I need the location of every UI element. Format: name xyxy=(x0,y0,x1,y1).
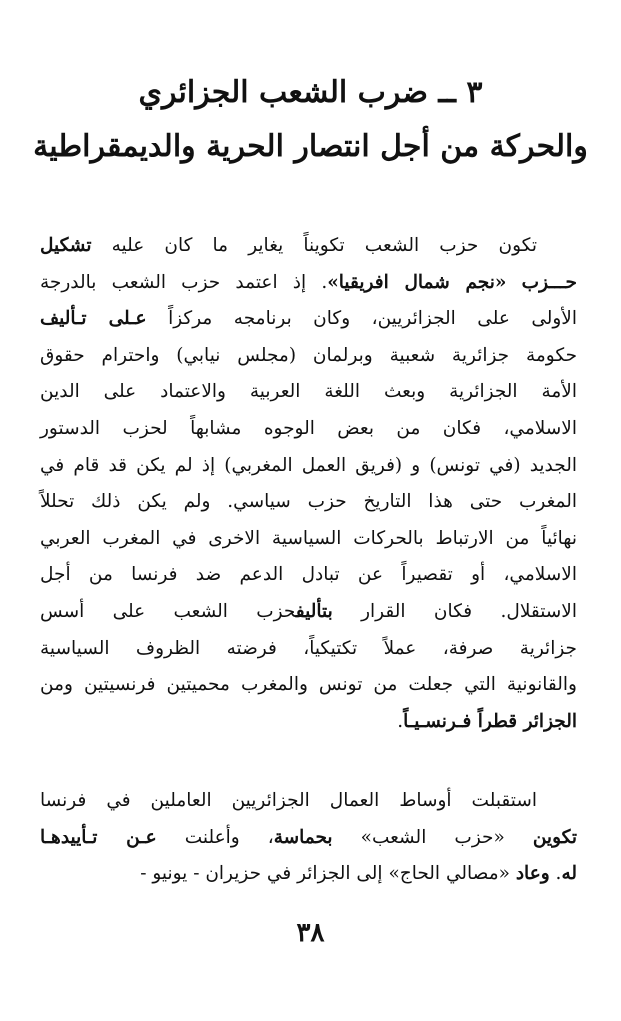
heading-line-2: والحركة من أجل انتصار الحرية والديمقراطية xyxy=(33,129,588,164)
text-run: حزب الشعب على أسس xyxy=(40,600,296,622)
text-run: والقانونية التي جعلت من تونس والمغرب محميتين فرنسيتين ومن xyxy=(40,674,577,696)
body-paragraph-1 xyxy=(40,228,577,740)
text-run: . xyxy=(397,710,404,732)
text-line xyxy=(40,704,577,741)
text-run xyxy=(506,272,521,293)
text-run: الاستقلال. فكان القرار xyxy=(332,600,577,622)
bold-text-run: عـن تـأييدهـا xyxy=(40,826,157,848)
text-run: «حزب الشعب» xyxy=(332,826,533,848)
bold-text-run: بتأليف xyxy=(295,600,333,622)
text-run: استقبلت أوساط العمال الجزائريين العاملين في فرنسا xyxy=(40,790,537,811)
text-line xyxy=(40,856,577,893)
text-run: تكون حزب الشعب تكويناً يغاير ما كان عليه xyxy=(91,235,537,256)
text-run: «مصالي الحاج» إلى الجزائر في حزيران - يونيو - xyxy=(140,863,516,885)
text-line xyxy=(40,594,577,631)
bold-text-run: تشكيل xyxy=(40,235,92,256)
text-run: ، وأعلنت xyxy=(156,826,274,848)
chapter-heading xyxy=(30,66,591,174)
text-line xyxy=(40,667,577,704)
bold-text-run: الجزائر قطراً فـرنسـيـاً xyxy=(403,710,577,732)
text-line xyxy=(40,783,577,820)
text-run: جزائرية صرفة، عملاً تكتيكياً، فرضته الظروف السياسية xyxy=(40,637,577,659)
text-line xyxy=(40,631,577,668)
text-run: نهائياً من الارتباط بالحركات السياسية الاخرى في المغرب العربي xyxy=(40,527,577,549)
text-run: الاسلامي، فكان من بعض الوجوه مشابهاً لحزب الدستور xyxy=(40,417,577,439)
text-line xyxy=(40,265,577,302)
bold-text-run: وعاد xyxy=(515,863,550,885)
text-line xyxy=(40,448,577,485)
text-run: . xyxy=(549,863,562,885)
bold-text-run: «نجم شمال افريقيا» xyxy=(327,271,507,293)
body-paragraph-2 xyxy=(40,783,577,893)
text-line xyxy=(40,521,577,558)
text-run: الاسلامي، أو تقصيراً عن تبادل الدعم ضد فرنسا من أجل xyxy=(40,564,577,586)
text-run: . إذ اعتمد حزب الشعب بالدرجة xyxy=(40,271,328,293)
bold-text-run: عـلى تـأليف xyxy=(40,308,147,330)
text-line xyxy=(40,557,577,594)
text-run: الأمة الجزائرية وبعث اللغة العربية والاعتماد على الدين xyxy=(40,381,577,403)
bold-text-run: له xyxy=(561,863,577,885)
heading-line-1: ٣ ــ ضرب الشعب الجزائري xyxy=(138,75,483,110)
text-line xyxy=(40,374,577,411)
bold-text-run: حـــزب xyxy=(521,271,577,293)
text-line xyxy=(40,338,577,375)
text-run: حكومة جزائرية شعبية وبرلمان (مجلس نيابي) واحترام حقوق xyxy=(40,344,577,366)
text-line xyxy=(40,228,577,265)
bold-text-run: بحماسة xyxy=(273,826,333,848)
text-line xyxy=(40,301,577,338)
text-run: الجديد (في تونس) و (فريق العمل المغربي) إذ لم يكن قد قام في xyxy=(40,454,577,476)
text-run: المغرب حتى هذا التاريخ حزب سياسي. ولم يكن ذلك تحللاً xyxy=(40,491,577,513)
text-line xyxy=(40,411,577,448)
bold-text-run: تكوين xyxy=(532,826,577,848)
text-line xyxy=(40,484,577,521)
page-number: ٣٨ xyxy=(296,918,325,948)
text-run: الأولى على الجزائريين، وكان برنامجه مركزاً xyxy=(146,308,577,330)
text-line xyxy=(40,820,577,857)
